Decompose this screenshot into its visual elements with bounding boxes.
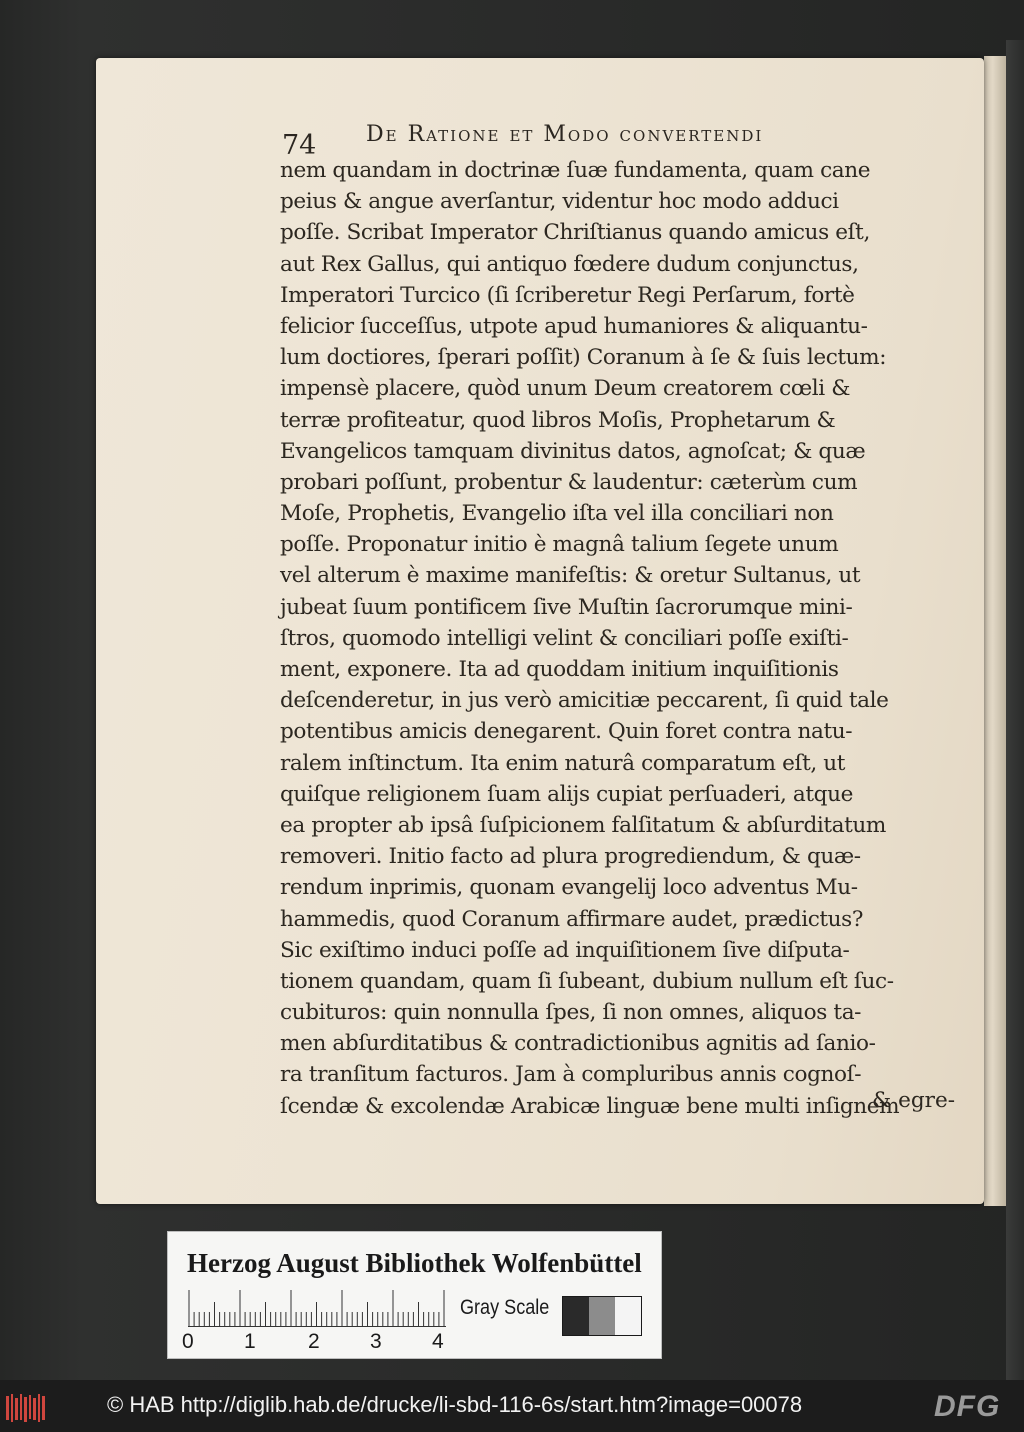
ruler-number: 4	[432, 1330, 444, 1353]
ruler-number: 3	[370, 1330, 382, 1353]
text-line: felicior ſucceſſus, utpote apud humaniores & aliquantu-	[280, 313, 868, 339]
footer-bar	[0, 1380, 1024, 1432]
text-line: jubeat ſuum pontificem ſive Muſtin ſacrorumque mini-	[280, 594, 853, 620]
text-line: removeri. Initio facto ad plura progrediendum, & quæ-	[280, 844, 861, 870]
gray-scale-swatches	[562, 1296, 642, 1336]
ruler-number: 2	[308, 1330, 320, 1353]
page-number: 74	[282, 130, 317, 161]
running-head	[282, 118, 962, 161]
scale-ruler	[188, 1288, 446, 1327]
text-line: terræ profiteatur, quod libros Moſis, Prophetarum &	[280, 407, 836, 433]
text-line: nem quandam in doctrinæ ſuæ fundamenta, quam cane	[280, 158, 871, 183]
text-line: cubituros: quin nonnulla ſpes, ſi non omnes, aliquos ta-	[280, 1000, 862, 1026]
text-line: poſſe. Proponatur initio è magnâ talium ſegete unum	[280, 532, 839, 558]
running-title: De Ratione et Modo convertendi	[366, 122, 764, 147]
text-line: ſtros, quomodo intelligi velint & conciliari poſſe exiſti-	[280, 625, 849, 651]
text-line: lum doctiores, ſperari poſſit) Coranum à ſe & ſuis lectum:	[280, 345, 887, 371]
text-line: Sic exiſtimo induci poſſe ad inquiſitionem ſive diſputa-	[280, 937, 850, 963]
ruler-number: 1	[244, 1330, 256, 1353]
text-line: ment, exponere. Ita ad quoddam initium inquiſitionis	[280, 657, 839, 682]
gray-scale-label: Gray Scale	[460, 1296, 550, 1319]
ruler-number: 0	[182, 1330, 194, 1353]
book-edge	[1006, 40, 1024, 1380]
institution-name: Herzog August Bibliothek Wolfenbüttel	[187, 1248, 642, 1278]
text-line: Evangelicos tamquam divinitus datos, agnoſcat; & quæ	[280, 438, 866, 464]
text-line: ea propter ab ipsâ ſuſpicionem falſitatum & abſurditatum	[280, 812, 886, 838]
text-line: deſcenderetur, in jus verò amicitiæ peccarent, ſi quid tale	[280, 688, 889, 714]
catchword: & egre-	[872, 1088, 956, 1113]
barcode-icon	[6, 1394, 48, 1422]
text-line: tionem quandam, quam ſi ſubeant, dubium nullum eſt ſuc-	[280, 968, 894, 994]
text-line: aut Rex Gallus, qui antiquo fœdere dudum conjunctus,	[280, 251, 859, 277]
ruler-ticks	[188, 1288, 446, 1326]
gray-swatch-light	[615, 1297, 641, 1335]
dfg-logo: DFG	[934, 1390, 1001, 1423]
text-block	[280, 155, 960, 1122]
color-calibration-bar	[167, 1231, 662, 1359]
gray-swatch-dark	[563, 1297, 589, 1335]
text-line: ſcendæ & excolendæ Arabicæ linguæ bene multi inſignem	[280, 1093, 900, 1119]
text-line: ra tranſitum facturos. Jam à compluribus annis cognoſ-	[280, 1062, 862, 1088]
copyright-link[interactable]: © HAB http://diglib.hab.de/drucke/li-sbd-116-6s/start.htm?image=00078	[107, 1392, 803, 1417]
text-line: potentibus amicis denegarent. Quin foret contra natu-	[280, 719, 853, 745]
text-line: men abſurditatibus & contradictionibus agnitis ad ſanio-	[280, 1031, 876, 1057]
text-line: poſſe. Scribat Imperator Chriſtianus quando amicus eſt,	[280, 220, 870, 246]
text-line: peius & angue averſantur, videntur hoc modo adduci	[280, 189, 839, 215]
text-line: probari poſſunt, probentur & laudentur: cæterùm cum	[280, 469, 858, 495]
text-line: Imperatori Turcico (ſi ſcriberetur Regi Perſarum, fortè	[280, 282, 855, 308]
text-line: quiſque religionem ſuam alijs cupiat perſuaderi, atque	[280, 781, 853, 807]
text-line: Moſe, Prophetis, Evangelio iſta vel illa conciliari non	[280, 501, 834, 527]
gray-swatch-mid	[589, 1297, 615, 1335]
text-line: hammedis, quod Coranum affirmare audet, prædictus?	[280, 906, 864, 932]
text-line: rendum inprimis, quonam evangelij loco adventus Mu-	[280, 875, 858, 901]
text-line: vel alterum è maxime manifeſtis: & oretur Sultanus, ut	[280, 563, 861, 589]
text-line: ralem inſtinctum. Ita enim naturâ comparatum eſt, ut	[280, 750, 846, 776]
text-line: impensè placere, quòd unum Deum creatorem cœli &	[280, 376, 851, 402]
next-page-edge	[984, 56, 1006, 1206]
